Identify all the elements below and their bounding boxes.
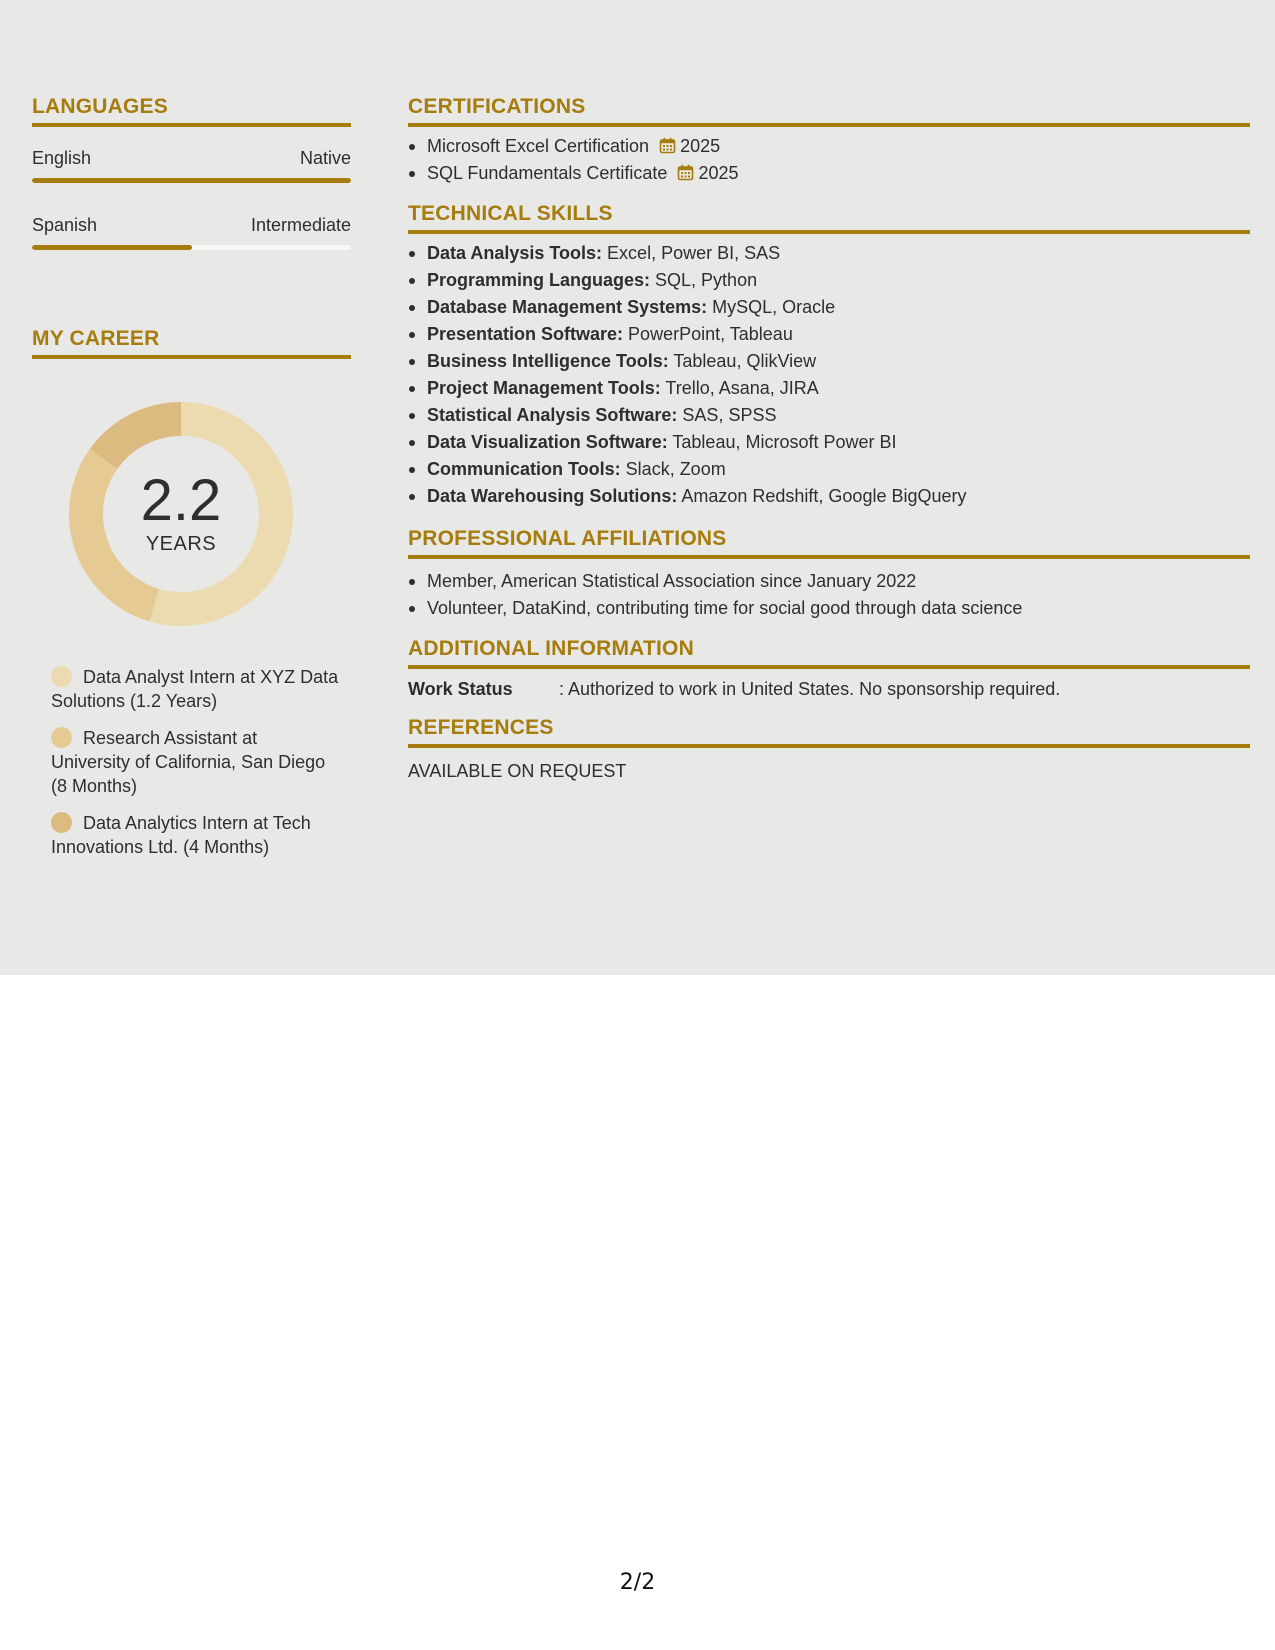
- career-legend-item: [51, 726, 341, 798]
- legend-dot-icon: [51, 666, 72, 687]
- language-proficiency-fill: [32, 245, 192, 250]
- skill-values: Trello, Asana, JIRA: [660, 378, 819, 398]
- references-heading: REFERENCES: [408, 715, 1250, 748]
- skill-item: [408, 321, 1250, 348]
- skill-category: Data Visualization Software:: [427, 432, 668, 452]
- certifications-list: [408, 133, 1250, 187]
- certification-year: 2025: [698, 163, 739, 183]
- technical-skills-heading: TECHNICAL SKILLS: [408, 201, 1250, 234]
- career-donut-chart: [66, 399, 296, 629]
- certification-year: 2025: [680, 136, 721, 156]
- technical-skills-list: [408, 240, 1250, 510]
- work-status-row: [408, 677, 1250, 701]
- skill-values: SQL, Python: [650, 270, 758, 290]
- language-level: Intermediate: [250, 215, 351, 235]
- career-total-unit: YEARS: [145, 533, 217, 555]
- skill-item: [408, 429, 1250, 456]
- skill-category: Data Analysis Tools:: [427, 243, 603, 263]
- work-status-label: Work Status: [408, 679, 513, 699]
- affiliations-heading: PROFESSIONAL AFFILIATIONS: [408, 526, 1250, 559]
- skill-item: [408, 267, 1250, 294]
- skill-item: [408, 348, 1250, 375]
- language-name: Spanish: [32, 215, 98, 235]
- legend-dot-icon: [51, 812, 72, 833]
- skill-item: [408, 294, 1250, 321]
- career-heading: MY CAREER: [32, 326, 351, 359]
- career-legend-label: Research Assistant at University of California, San Diego (8 Months): [51, 728, 326, 796]
- calendar-icon: [677, 164, 694, 181]
- skill-values: PowerPoint, Tableau: [623, 324, 793, 344]
- skill-category: Database Management Systems:: [427, 297, 708, 317]
- skill-category: Presentation Software:: [427, 324, 624, 344]
- language-proficiency-bar: [32, 178, 351, 183]
- skill-category: Programming Languages:: [427, 270, 651, 290]
- page-number: 2/2: [619, 1570, 656, 1595]
- skill-values: Tableau, QlikView: [668, 351, 817, 371]
- affiliation-item: Volunteer, DataKind, contributing time for social good through data science: [408, 595, 1250, 622]
- skill-category: Statistical Analysis Software:: [427, 405, 678, 425]
- language-item: [32, 147, 351, 183]
- skill-values: Tableau, Microsoft Power BI: [667, 432, 897, 452]
- right-column: [408, 94, 1250, 783]
- skill-item: [408, 483, 1250, 510]
- work-status-value: : Authorized to work in United States. No sponsorship required.: [559, 679, 1061, 699]
- skill-item: [408, 240, 1250, 267]
- language-level: Native: [299, 148, 351, 168]
- additional-info-heading: ADDITIONAL INFORMATION: [408, 636, 1250, 669]
- calendar-icon: [659, 137, 676, 154]
- skill-values: SAS, SPSS: [677, 405, 777, 425]
- skill-category: Communication Tools:: [427, 459, 621, 479]
- languages-heading: LANGUAGES: [32, 94, 351, 127]
- career-legend-label: Data Analyst Intern at XYZ Data Solutions (1.2 Years): [51, 667, 339, 711]
- skill-values: Amazon Redshift, Google BigQuery: [677, 486, 967, 506]
- career-legend-item: [51, 665, 341, 713]
- career-legend: [51, 665, 341, 859]
- affiliation-item: Member, American Statistical Association since January 2022: [408, 568, 1250, 595]
- skill-values: Slack, Zoom: [620, 459, 726, 479]
- certification-name: Microsoft Excel Certification: [427, 136, 650, 156]
- career-legend-label: Data Analytics Intern at Tech Innovations Ltd. (4 Months): [51, 813, 311, 857]
- career-total-value: 2.2: [140, 468, 222, 533]
- certifications-heading: CERTIFICATIONS: [408, 94, 1250, 127]
- skill-values: MySQL, Oracle: [707, 297, 836, 317]
- language-proficiency-bar: [32, 245, 351, 250]
- skill-category: Business Intelligence Tools:: [427, 351, 669, 371]
- career-legend-item: [51, 811, 341, 859]
- skill-category: Project Management Tools:: [427, 378, 661, 398]
- affiliations-list: [408, 568, 1250, 622]
- skill-values: Excel, Power BI, SAS: [602, 243, 781, 263]
- skill-category: Data Warehousing Solutions:: [427, 486, 678, 506]
- references-text: AVAILABLE ON REQUEST: [408, 761, 627, 781]
- certification-item: [408, 133, 1250, 160]
- left-column: [32, 94, 351, 872]
- skill-item: [408, 375, 1250, 402]
- certification-item: [408, 160, 1250, 187]
- language-proficiency-fill: [32, 178, 351, 183]
- career-section: [32, 326, 351, 859]
- legend-dot-icon: [51, 727, 72, 748]
- language-name: English: [32, 148, 92, 168]
- language-item: [32, 214, 351, 250]
- certification-name: SQL Fundamentals Certificate: [427, 163, 668, 183]
- skill-item: [408, 456, 1250, 483]
- skill-item: [408, 402, 1250, 429]
